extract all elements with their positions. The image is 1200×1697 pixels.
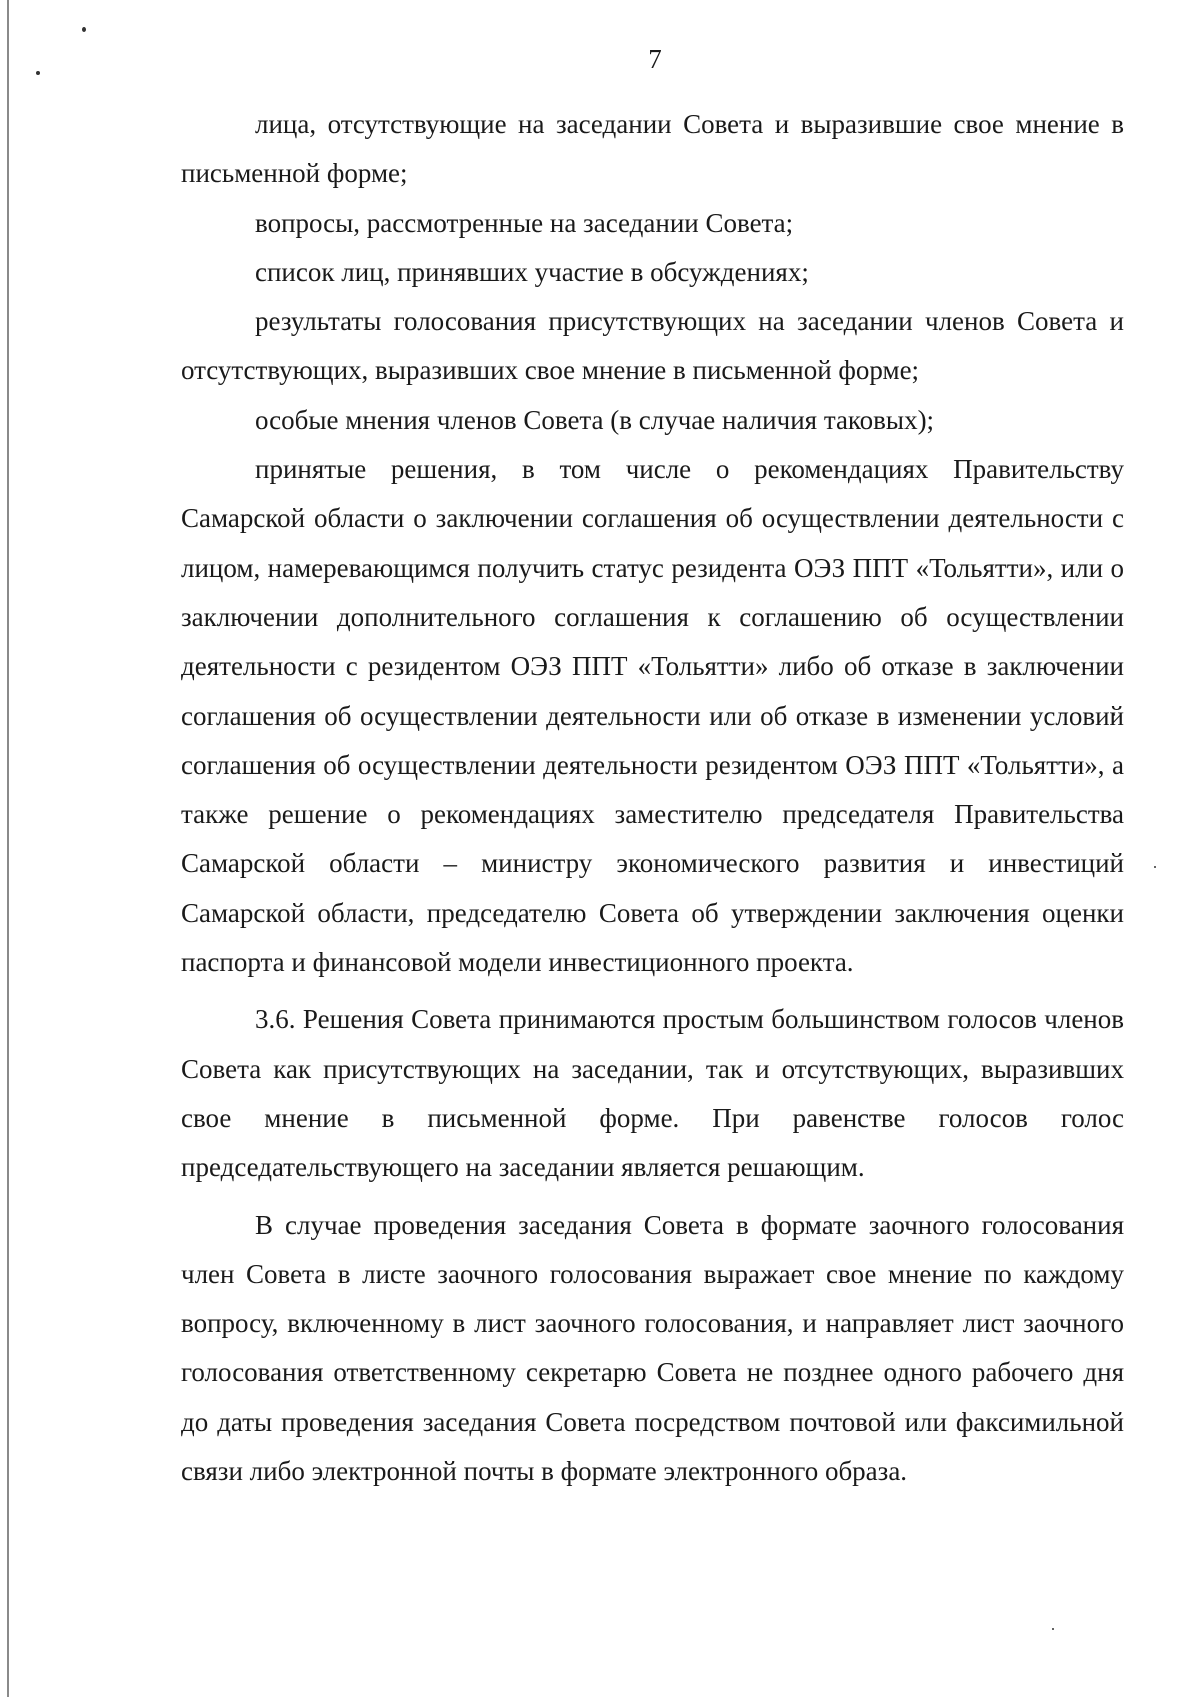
paragraph-absentee-voting: В случае проведения заседания Совета в формате заочного голосования член Совета в листе заочного голосования выражает свое мнение по каждому вопросу, включенному в лист заочного голосования, и направляет лист заочного голосования ответственному секретарю Совета не позднее одного рабочего дня до даты проведения заседания Совета посредством почтовой или факсимильной связи либо электронной почты в формате электронного образа. (181, 1209, 1124, 1487)
paragraph-participants-list: список лиц, принявших участие в обсуждениях; (255, 256, 809, 287)
scan-speck (1154, 866, 1156, 868)
paragraph-decisions: принятые решения, в том числе о рекомендациях Правительству Самарской области о заключении соглашения об осуществлении деятельности с лицом, намеревающимся получить статус резидента ОЭЗ ППТ «Тольятти», или о заключении дополнительного соглашения к соглашению об осуществлении деятельности с резидентом ОЭЗ ППТ «Тольятти» либо об отказе в заключении соглашения об осуществлении деятельности или об отказе в изменении условий соглашения об осуществлении деятельности резидентом ОЭЗ ППТ «Тольятти», а также решение о рекомендациях заместителю председателя Правительства Самарской области – министру экономического развития и инвестиций Самарской области, председателю Совета об утверждении заключения оценки паспорта и финансовой модели инвестиционного проекта. (181, 454, 1124, 978)
page-number: 7 (648, 44, 662, 74)
paragraph-absent-persons: лица, отсутствующие на заседании Совета и выразившие свое мнение в письменной форме; (181, 109, 1124, 189)
paragraph-special-opinions: особые мнения членов Совета (в случае наличия таковых); (255, 404, 935, 435)
paragraph-voting-results: результаты голосования присутствующих на заседании членов Совета и отсутствующих, выразивших свое мнение в письменной форме; (181, 306, 1124, 386)
paragraph-section-3-6: 3.6. Решения Совета принимаются простым большинством голосов членов Совета как присутствующих на заседании, так и отсутствующих, выразивших свое мнение в письменной форме. При равенстве голосов голос председательствующего на заседании является решающим. (181, 1004, 1124, 1183)
body-text (181, 100, 1124, 1496)
scan-speck (82, 27, 86, 32)
paragraph-questions: вопросы, рассмотренные на заседании Совета; (255, 207, 794, 238)
scan-speck (1052, 1628, 1054, 1630)
scan-edge-line (7, 0, 9, 1697)
